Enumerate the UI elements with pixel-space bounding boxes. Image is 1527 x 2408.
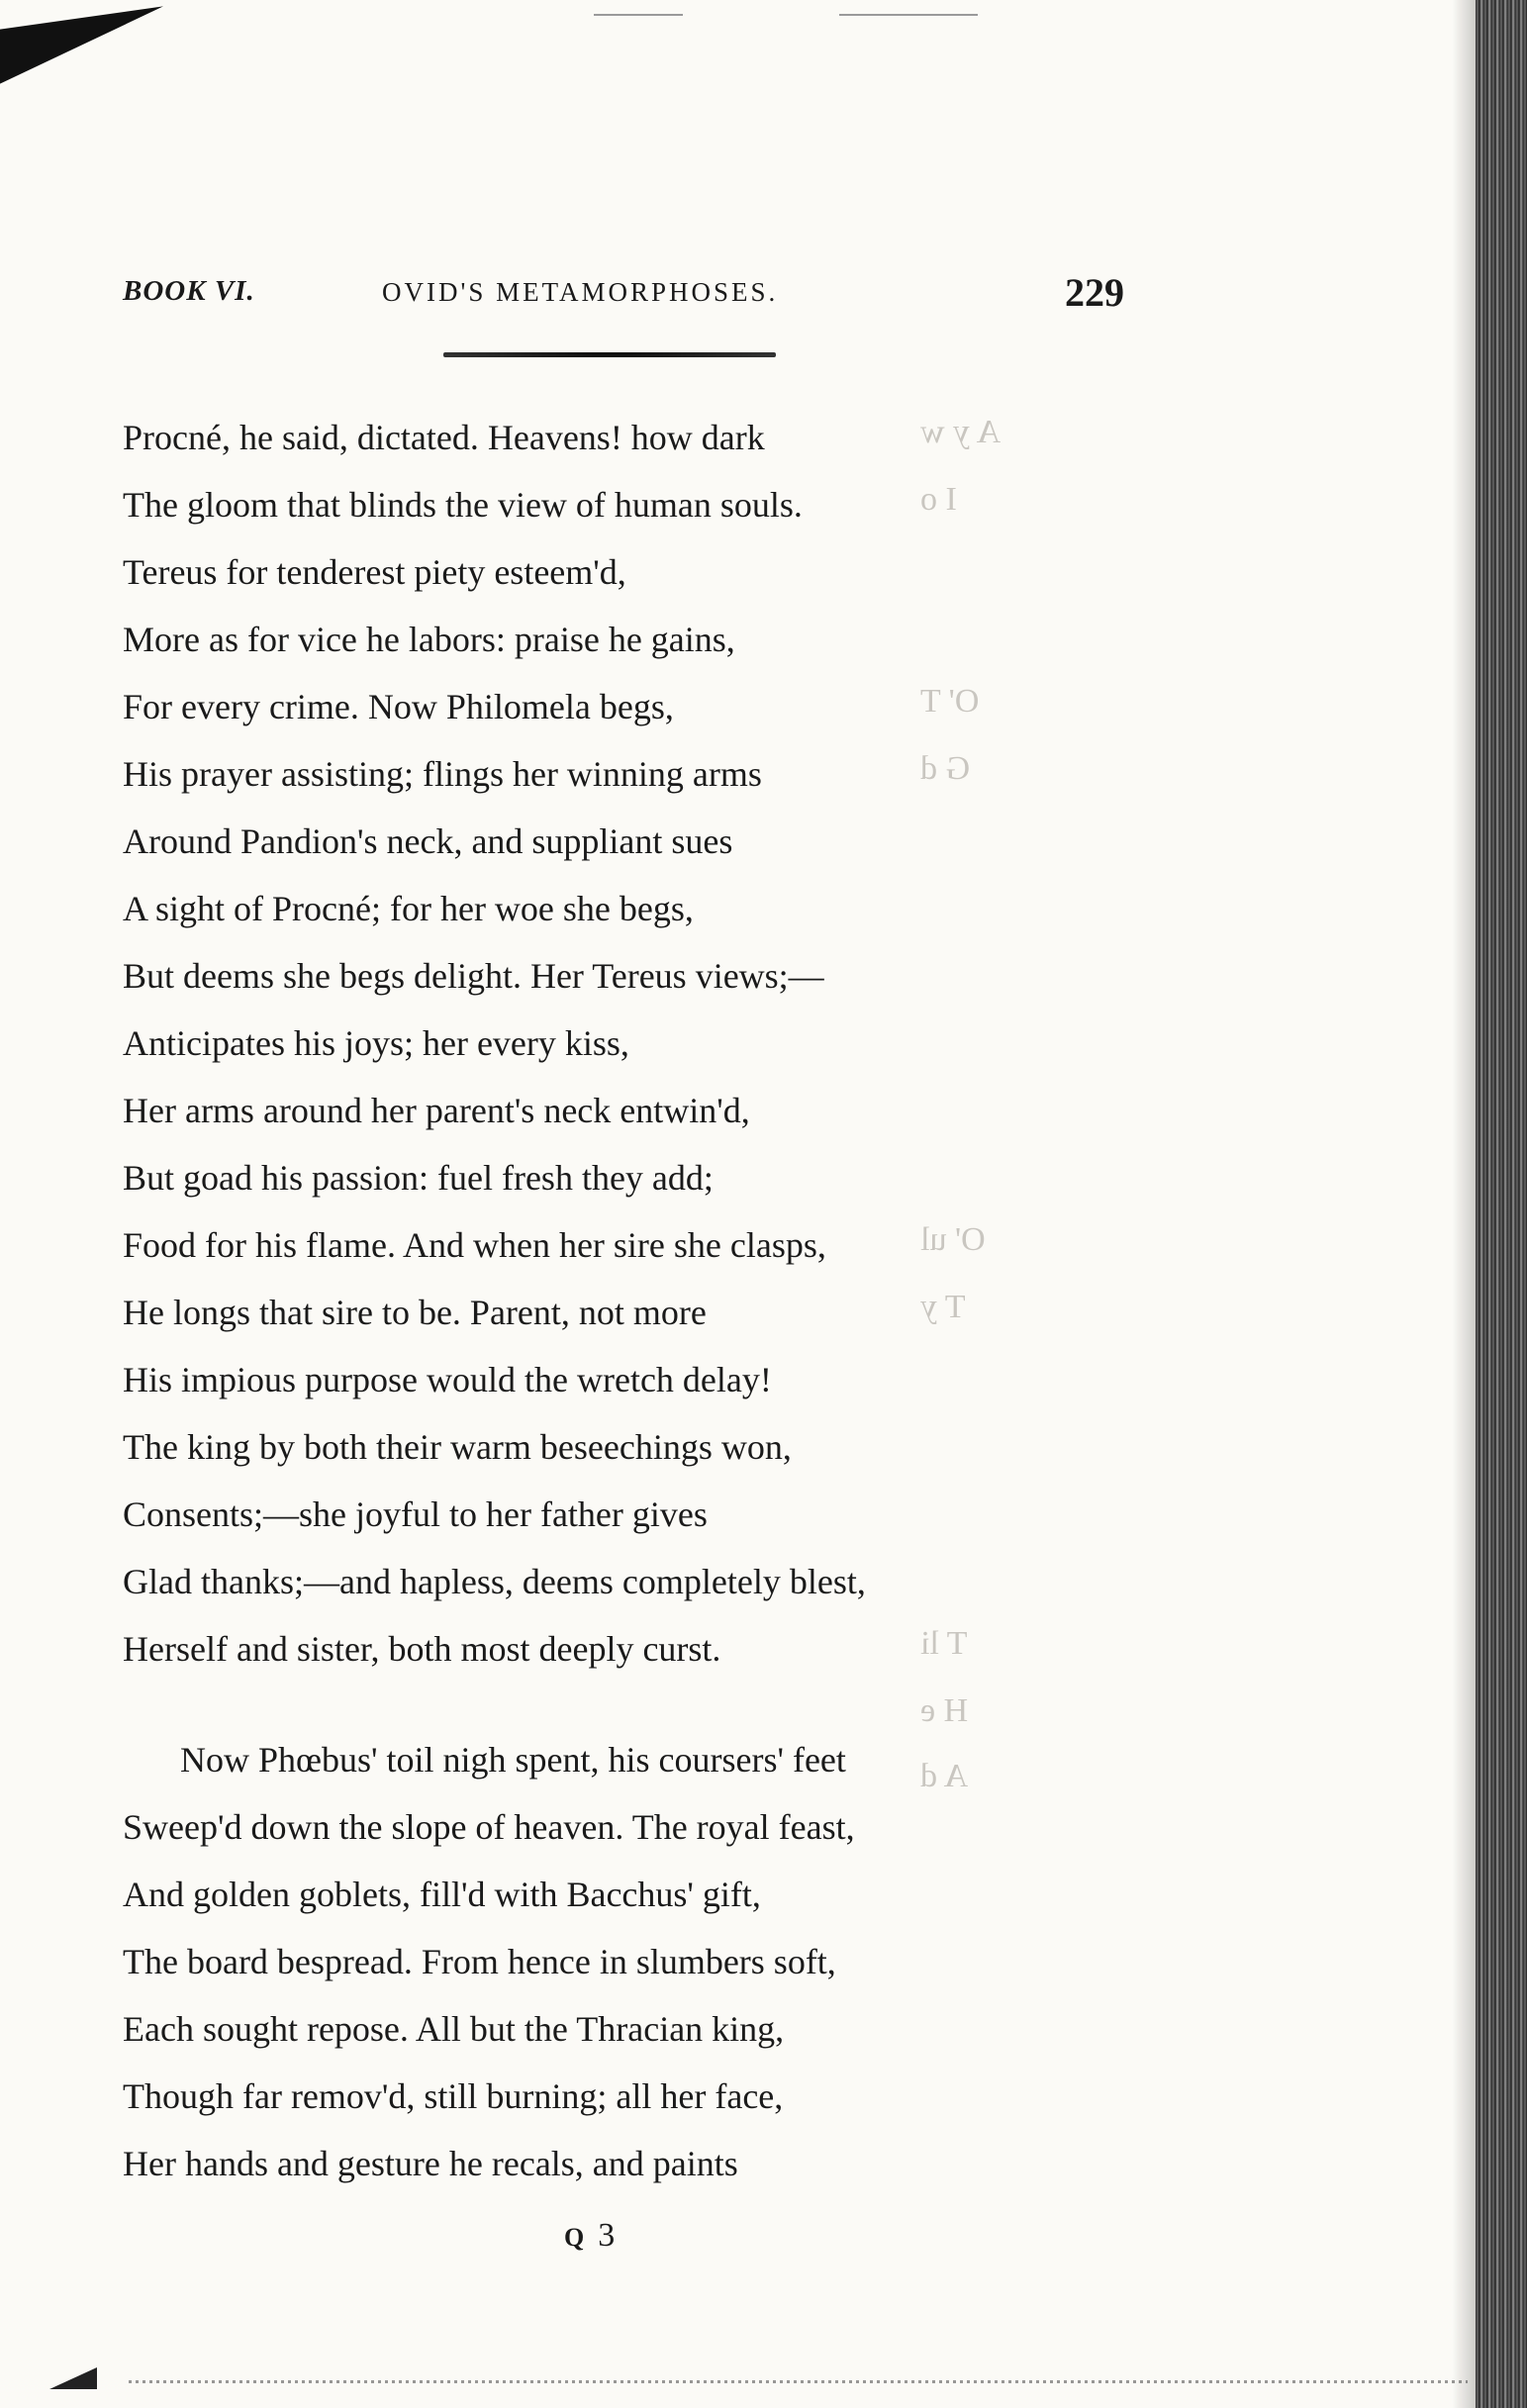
bleed-through: O' T — [920, 683, 980, 720]
bleed-through: O' ul — [920, 1221, 986, 1258]
page-bottom-edge — [129, 2380, 1468, 2383]
bleed-through: T li — [920, 1625, 968, 1662]
verse-line: For every crime. Now Philomela begs, — [123, 687, 674, 726]
verse-line: The king by both their warm beseechings won, — [123, 1427, 792, 1467]
verse-line: Sweep'd down the slope of heaven. The royal feast, — [123, 1807, 855, 1847]
head-rule — [443, 352, 776, 357]
verse-line: Herself and sister, both most deeply curst. — [123, 1629, 721, 1669]
running-head — [117, 269, 1124, 319]
signature-number: 3 — [598, 2217, 621, 2254]
signature-letter: Q — [564, 2223, 591, 2252]
verse-line: Though far remov'd, still burning; all her face, — [123, 2076, 784, 2116]
verse-line: Each sought repose. All but the Thracian king, — [123, 2009, 785, 2049]
verse-line: His prayer assisting; flings her winning arms — [123, 754, 762, 794]
bleed-through: T y — [920, 1289, 966, 1325]
verse-line: The board bespread. From hence in slumbers soft, — [123, 1942, 836, 1981]
running-head-book: BOOK VI. — [123, 275, 255, 307]
page-number: 229 — [1065, 270, 1124, 315]
verse-line: Her arms around her parent's neck entwin'd, — [123, 1091, 750, 1130]
bleed-through: A y w — [920, 414, 1002, 450]
scan-bottom-tab — [49, 2367, 97, 2389]
verse-line: Food for his flame. And when her sire she clasps, — [123, 1225, 826, 1265]
verse-line: Consents;—she joyful to her father gives — [123, 1494, 708, 1534]
scan-top-line — [594, 14, 683, 16]
bleed-through: H e — [920, 1692, 969, 1729]
verse-line: More as for vice he labors: praise he gains, — [123, 620, 735, 659]
verse-line: And golden goblets, fill'd with Bacchus' gift, — [123, 1875, 761, 1914]
scan-corner-mark — [0, 6, 163, 83]
verse-line: Now Phœbus' toil nigh spent, his coursers' feet — [180, 1740, 846, 1780]
verse-line: Around Pandion's neck, and suppliant sues — [123, 821, 733, 861]
verse-line: He longs that sire to be. Parent, not more — [123, 1293, 707, 1332]
verse-line: But deems she begs delight. Her Tereus views;— — [123, 956, 824, 996]
verse-line: But goad his passion: fuel fresh they add; — [123, 1158, 714, 1198]
bleed-through: A d — [920, 1758, 969, 1794]
bleed-through: G d — [920, 750, 971, 787]
running-head-title: OVID'S METAMORPHOSES. — [382, 277, 779, 307]
scan-top-line — [839, 14, 978, 16]
signature-mark — [564, 2217, 620, 2255]
verse-line: The gloom that blinds the view of human souls. — [123, 485, 803, 525]
verse-line: Anticipates his joys; her every kiss, — [123, 1023, 629, 1063]
stanza-1 — [123, 404, 1073, 1683]
verse-line: Procné, he said, dictated. Heavens! how dark — [123, 418, 765, 457]
stanza-2 — [123, 1726, 1073, 2197]
book-spine-edge — [1476, 0, 1527, 2408]
verse-line: Glad thanks;—and hapless, deems completely blest, — [123, 1562, 866, 1601]
verse-line: A sight of Procné; for her woe she begs, — [123, 889, 694, 928]
page-gutter-shadow — [1452, 0, 1476, 2408]
verse-line: Her hands and gesture he recals, and paints — [123, 2144, 738, 2183]
bleed-through: I o — [920, 481, 957, 518]
verse-line: Tereus for tenderest piety esteem'd, — [123, 552, 626, 592]
verse-line: His impious purpose would the wretch delay! — [123, 1360, 772, 1399]
